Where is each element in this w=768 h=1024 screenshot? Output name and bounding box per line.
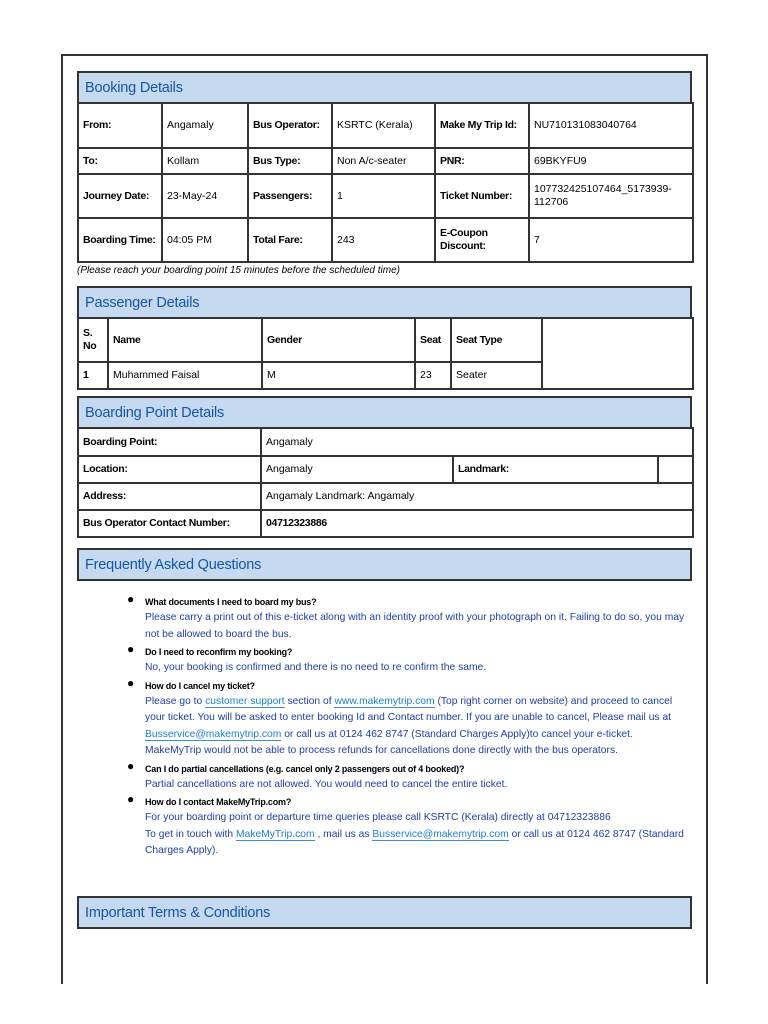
answer-text: Please go to <box>145 695 206 707</box>
booking-details-table <box>77 102 694 263</box>
customer-support-link[interactable]: customer support <box>205 695 285 707</box>
faq-header <box>77 548 692 581</box>
answer-text: (Top right corner on website) and proceed to cancel your ticket. You will be asked to enter booking Id and Contact number. If you are unable to cancel, Please mail us at <box>145 695 673 723</box>
terms-header <box>77 896 692 929</box>
passenger-table <box>77 317 694 390</box>
ticket-number-value: 107732425107464_5173939-112706 <box>529 174 693 218</box>
e-coupon-label: E-Coupon Discount: <box>435 218 529 262</box>
bullet-icon: ● <box>127 758 135 773</box>
pnr-label: PNR: <box>435 148 529 174</box>
passengers-value: 1 <box>332 174 435 218</box>
boarding-point-title: Boarding Point Details <box>85 404 225 421</box>
to-label: To: <box>78 148 162 174</box>
bullet-icon: ● <box>127 642 135 656</box>
list-item <box>125 675 685 760</box>
list-item <box>125 642 685 677</box>
bus-operator-value: KSRTC (Kerala) <box>332 103 435 148</box>
bullet-icon: ● <box>127 675 135 690</box>
bullet-icon: ● <box>127 592 135 606</box>
passenger-sno: 1 <box>78 362 108 389</box>
passenger-details-title: Passenger Details <box>85 294 200 311</box>
faq-question: What documents I need to board my bus? <box>145 597 317 607</box>
contact-value: 04712323886 <box>261 510 693 537</box>
journey-date-label: Journey Date: <box>78 174 162 218</box>
answer-text: To get in touch with <box>145 828 237 840</box>
terms-title: Important Terms & Conditions <box>85 904 271 921</box>
faq-answer-contact <box>145 827 685 860</box>
faq-answer-extra: MakeMyTrip would not be able to process refunds for cancellations done directly with the bus operators. <box>145 745 618 756</box>
answer-text: or call us at 0124 462 8747 (Standard Charges Apply). <box>145 828 684 856</box>
journey-date-value: 23-May-24 <box>162 174 248 218</box>
list-item <box>125 592 685 643</box>
list-item <box>125 792 685 860</box>
from-label: From: <box>78 103 162 148</box>
busservice-email-link[interactable]: Busservice@makemytrip.com <box>145 728 282 740</box>
answer-text: , mail us as <box>314 828 373 840</box>
bus-type-value: Non A/c-seater <box>332 148 435 174</box>
boarding-note: (Please reach your boarding point 15 minutes before the scheduled time) <box>77 265 400 276</box>
from-value: Angamaly <box>162 103 248 148</box>
e-coupon-value: 7 <box>529 218 693 262</box>
passenger-empty-cell <box>542 318 693 389</box>
ticket-number-label: Ticket Number: <box>435 174 529 218</box>
address-label: Address: <box>78 483 261 510</box>
to-value: Kollam <box>162 148 248 174</box>
address-value: Angamaly Landmark: Angamaly <box>261 483 693 510</box>
total-fare-label: Total Fare: <box>248 218 332 262</box>
pnr-value: 69BKYFU9 <box>529 148 693 174</box>
faq-answer: No, your booking is confirmed and there is no need to re confirm the same. <box>145 662 487 673</box>
seat-header: Seat <box>415 318 451 362</box>
booking-details-title: Booking Details <box>85 79 183 96</box>
bullet-icon: ● <box>127 792 135 806</box>
list-item <box>125 758 685 794</box>
passengers-label: Passengers: <box>248 174 332 218</box>
faq-answer: Please carry a print out of this e-ticket along with an identity proof with your photograph on it. Failing to do so, you may not be allowed to board the bus. <box>145 612 685 640</box>
bus-type-label: Bus Type: <box>248 148 332 174</box>
mmt-id-value: NU710131083040764 <box>529 103 693 148</box>
boarding-time-label: Boarding Time: <box>78 218 162 262</box>
makemytrip-link[interactable]: MakeMyTrip.com <box>236 828 315 840</box>
faq-answer: Partial cancellations are not allowed. You would need to cancel the entire ticket. <box>145 778 508 790</box>
faq-answer: For your boarding point or departure time queries please call KSRTC (Kerala) directly at 04712323886 <box>145 812 611 823</box>
passenger-details-header <box>77 286 692 319</box>
answer-text: section of <box>284 695 335 707</box>
faq-list <box>125 592 685 862</box>
seat-type-header: Seat Type <box>451 318 542 362</box>
passenger-seat: 23 <box>415 362 451 389</box>
sno-header: S. No <box>78 318 108 362</box>
boarding-point-value: Angamaly <box>261 428 693 456</box>
boarding-time-value: 04:05 PM <box>162 218 248 262</box>
location-value: Angamaly <box>261 456 453 483</box>
busservice-email-link-2[interactable]: Busservice@makemytrip.com <box>372 828 509 840</box>
passenger-gender: M <box>262 362 415 389</box>
landmark-value <box>658 456 693 483</box>
total-fare-value: 243 <box>332 218 435 262</box>
boarding-point-header <box>77 396 692 429</box>
passenger-seat-type: Seater <box>451 362 542 389</box>
faq-title: Frequently Asked Questions <box>85 556 262 573</box>
answer-text: or call us at 0124 462 8747 (Standard Charges Apply)to cancel your e-ticket. <box>281 728 633 740</box>
faq-question: How do I cancel my ticket? <box>145 680 255 691</box>
faq-question: How do I contact MakeMyTrip.com? <box>145 797 292 807</box>
boarding-point-table <box>77 427 694 538</box>
gender-header: Gender <box>262 318 415 362</box>
faq-question: Can I do partial cancellations (e.g. cancel only 2 passengers out of 4 booked)? <box>145 763 465 774</box>
passenger-name: Muhammed Faisal <box>108 362 262 389</box>
location-label: Location: <box>78 456 261 483</box>
bus-operator-label: Bus Operator: <box>248 103 332 148</box>
name-header: Name <box>108 318 262 362</box>
booking-details-header <box>77 71 692 104</box>
boarding-point-label: Boarding Point: <box>78 428 261 456</box>
contact-label: Bus Operator Contact Number: <box>78 510 261 537</box>
mmt-id-label: Make My Trip Id: <box>435 103 529 148</box>
makemytrip-website-link[interactable]: www.makemytrip.com <box>334 695 435 707</box>
faq-question: Do I need to reconfirm my booking? <box>145 647 293 657</box>
landmark-label: Landmark: <box>453 456 658 483</box>
faq-answer <box>145 694 685 744</box>
